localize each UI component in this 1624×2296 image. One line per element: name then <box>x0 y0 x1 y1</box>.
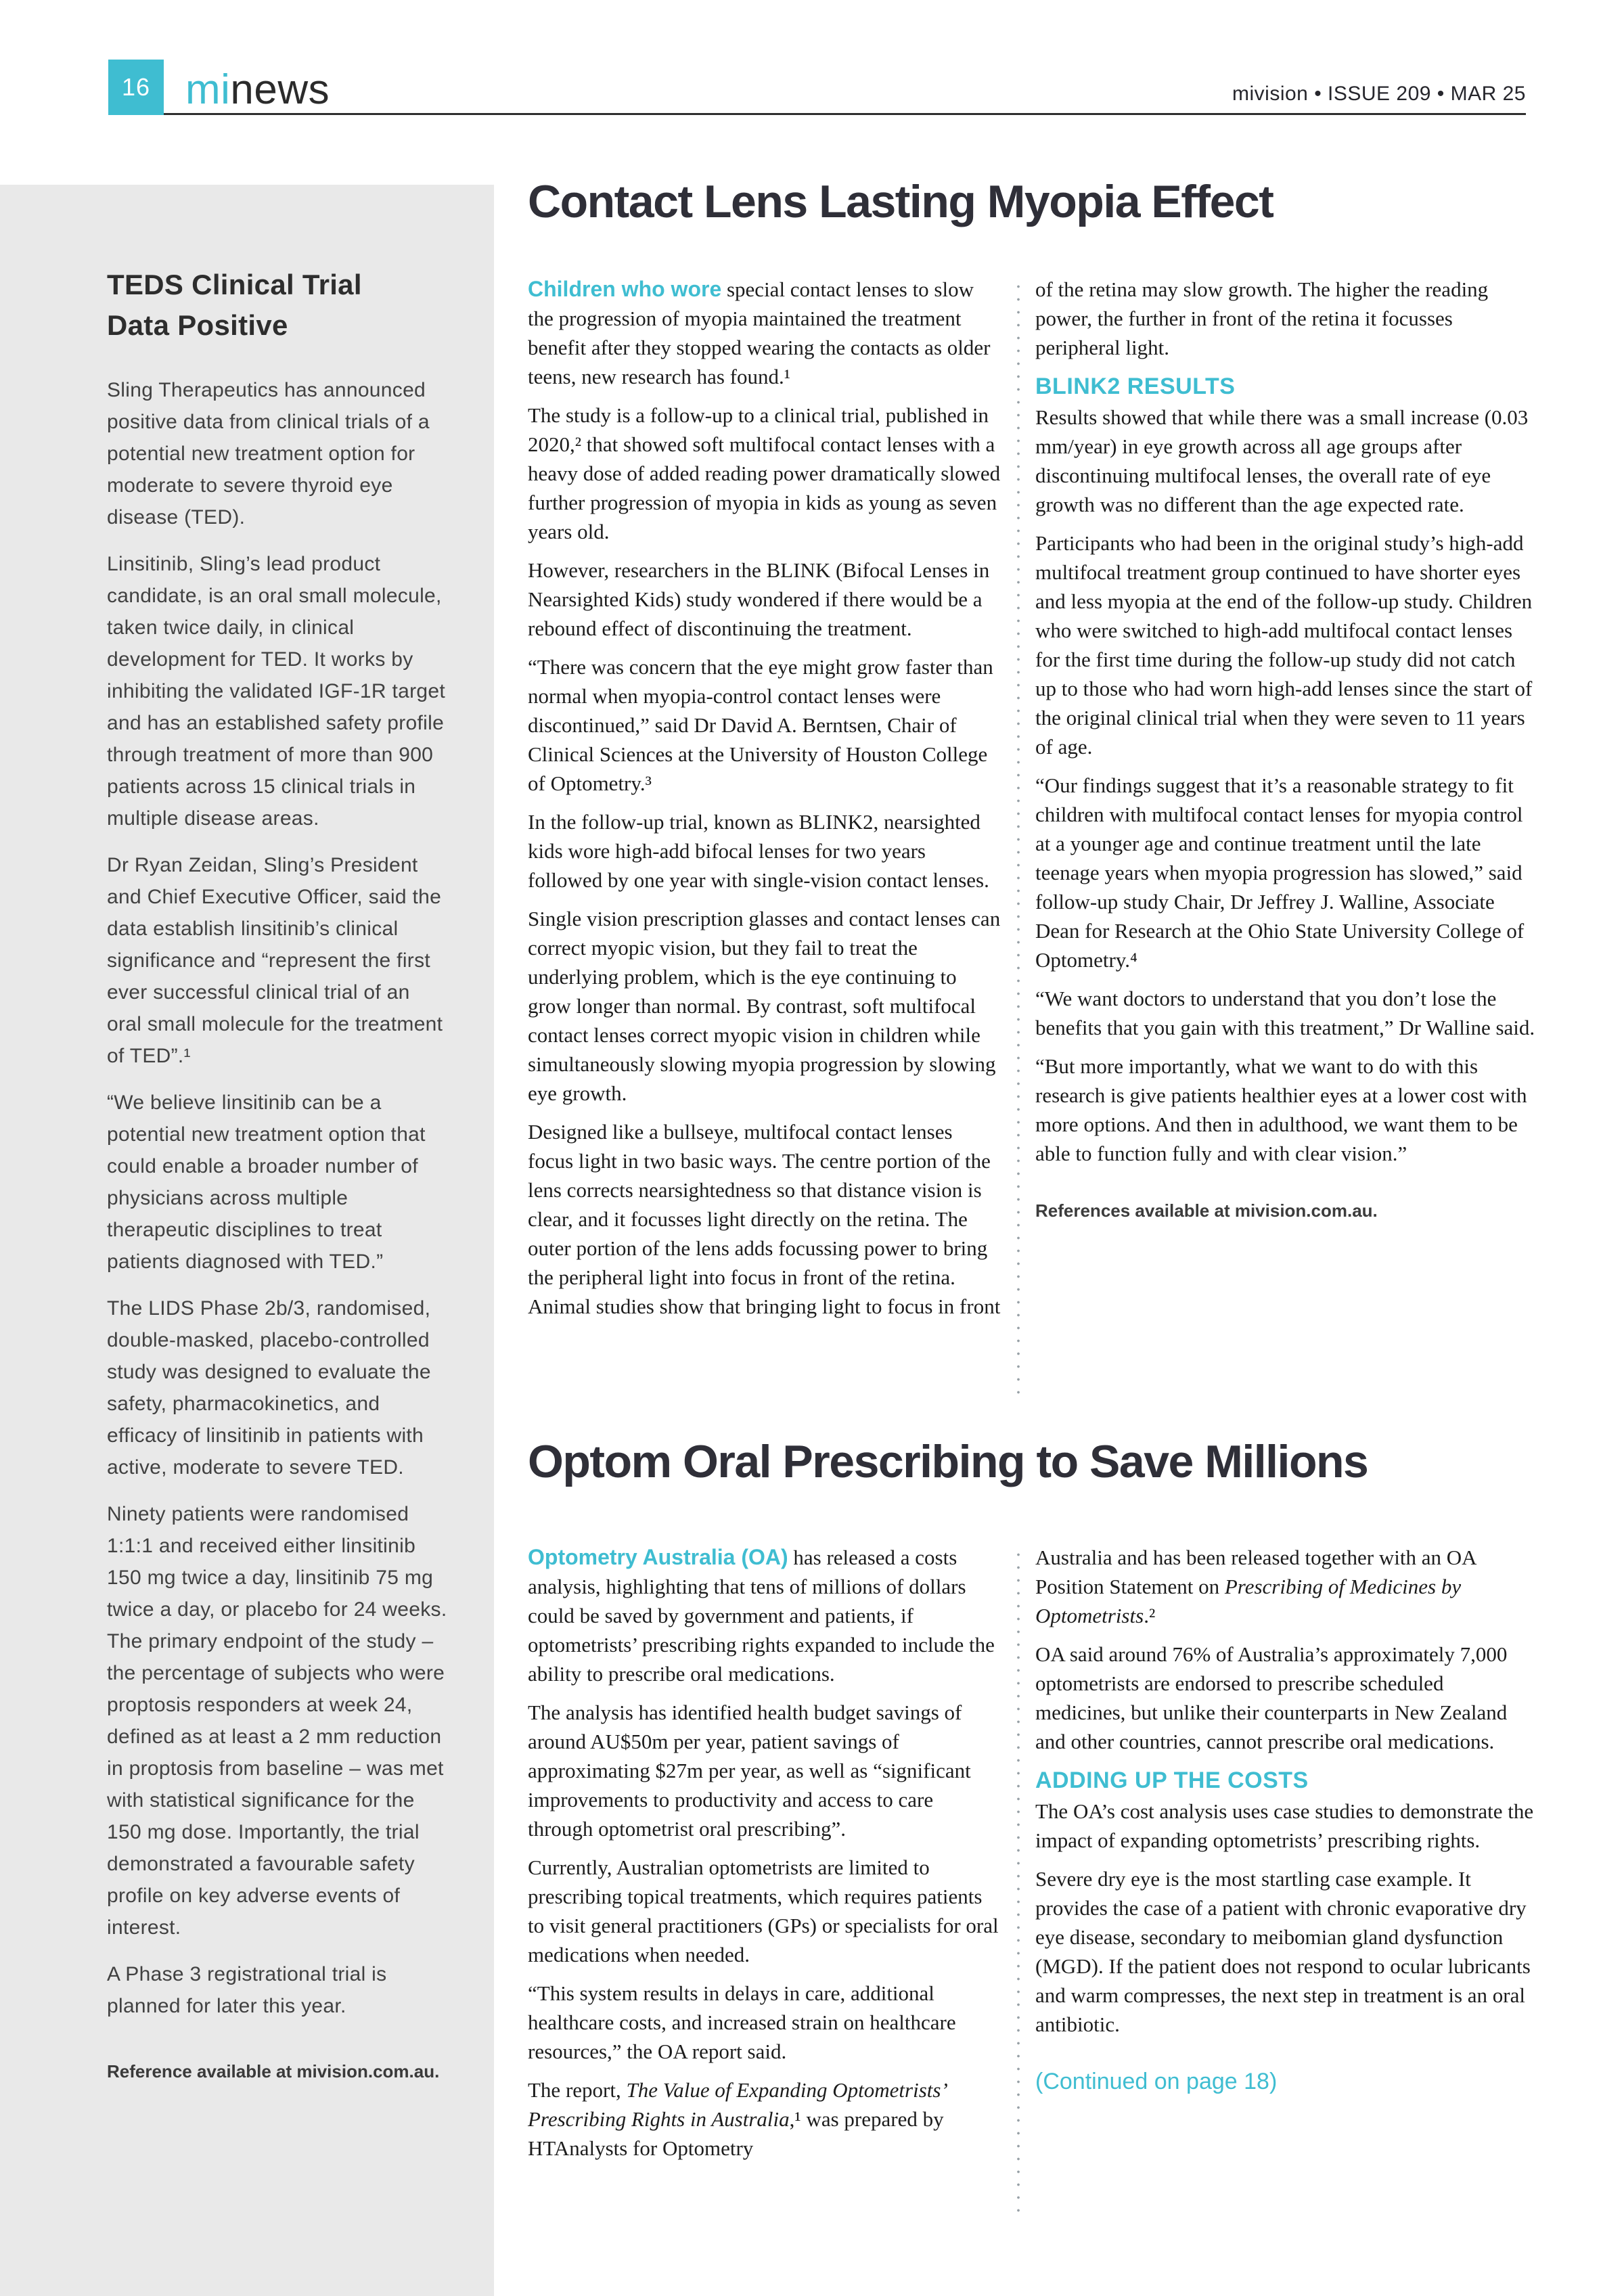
paragraph: In the follow-up trial, known as BLINK2, nearsighted kids wore high-add bifocal lenses for two years followed by one year with single-vision contact lenses. <box>528 810 989 892</box>
article-contact-lens <box>528 177 1536 1330</box>
references-note: References available at mivision.com.au. <box>1035 1200 1378 1221</box>
sidebar-article-teds <box>0 185 494 2296</box>
paragraph <box>528 2075 1001 2163</box>
page-number: 16 <box>121 73 151 101</box>
paragraph: However, researchers in the BLINK (Bifocal Lenses in Nearsighted Kids) study wondered if there would be a rebound effect of discontinuing the treatment. <box>528 558 990 640</box>
article2-column-1 <box>528 1543 1001 2172</box>
paragraph: Children who wore special contact lenses to slow the progression of myopia maintained the treatment benefit after they stopped wearing the contacts as older teens, new research has found.¹ <box>528 277 991 388</box>
paragraph: Currently, Australian optometrists are limited to prescribing topical treatments, which requires patients to visit general practitioners (GPs) or specialists for oral medications when needed. <box>528 1855 999 1966</box>
italic-run: The Value of Expanding Optometrists’ Prescribing Rights in Australia <box>528 2078 946 2131</box>
paragraph: Participants who had been in the original study’s high-add multifocal treatment group continued to have shorter eyes and less myopia at the end of the follow-up study. Children who were switched to high-add multifocal contact lenses for the first time during the follow-up study did not catch up to those who had worn high-add lenses since the start of the original clinical trial when they were seven to 11 years of age. <box>1035 531 1533 759</box>
paragraph: “This system results in delays in care, additional healthcare costs, and increased strain on healthcare resources,” the OA report said. <box>528 1981 956 2063</box>
article1-column-2 <box>1035 275 1536 1330</box>
paragraph <box>1035 1543 1536 1630</box>
paragraph: “We want doctors to understand that you don’t lose the benefits that you gain with this treatment,” Dr Walline said. <box>1035 987 1535 1039</box>
lead-in-text: Optometry Australia (OA) <box>528 1545 788 1569</box>
paragraph: The study is a follow-up to a clinical trial, published in 2020,² that showed soft multifocal contact lenses with a heavy dose of added reading power dramatically slowed further progression of myopia in kids as young as seven years old. <box>528 403 1001 543</box>
article1-title: Contact Lens Lasting Myopia Effect <box>528 176 1273 227</box>
paragraph: “But more importantly, what we want to do with this research is give patients healthier eyes at a lower cost with more options. And then in adulthood, we want them to be able to function fully and with clear vision.” <box>1035 1054 1527 1165</box>
paragraph: Results showed that while there was a small increase (0.03 mm/year) in eye growth across all age groups after discontinuing multifocal lenses, the overall rate of eye growth was no different than the age expected rate. <box>1035 405 1529 516</box>
paragraph: OA said around 76% of Australia’s approximately 7,000 optometrists are endorsed to prescribe scheduled medicines, but unlike their counterparts in New Zealand and other countries, cannot prescribe oral medications. <box>1035 1642 1508 1753</box>
paragraph: The LIDS Phase 2b/3, randomised, double-masked, placebo-controlled study was designed to evaluate the safety, pharmacokinetics, and efficacy of linsitinib in patients with active, moderate to severe TED. <box>107 1297 431 1479</box>
section-subhead: BLINK2 RESULTS <box>1035 374 1236 399</box>
sidebar-title <box>107 265 449 346</box>
article2-column-2 <box>1035 1543 1536 2172</box>
paragraph: “Our findings suggest that it’s a reasonable strategy to fit children with multifocal contact lenses for myopia control at a younger age and continue treatment until the late teenage years when myopia progression has slowed,” said follow-up study Chair, Dr Jeffrey J. Walline, Associate Dean for Research at the Ohio State University College of Optometry.⁴ <box>1035 773 1525 972</box>
article1-columns <box>528 275 1536 1330</box>
article1-column-1 <box>528 275 1001 1330</box>
article2-title: Optom Oral Prescribing to Save Millions <box>528 1436 1368 1487</box>
minews-logo <box>185 66 330 113</box>
article2-columns <box>528 1543 1536 2172</box>
text-run: Australia and has been released together with an OA Position Statement on <box>1035 1546 1476 1598</box>
issue-info: mivision • ISSUE 209 • MAR 25 <box>1232 83 1526 105</box>
paragraph: Single vision prescription glasses and contact lenses can correct myopic vision, but they fail to treat the underlying problem, which is the eye continuing to grow longer than normal. By contrast, soft multifocal contact lenses correct myopic vision in children while simultaneously slowing myopia progression by slowing eye growth. <box>528 907 1001 1105</box>
paragraph: The analysis has identified health budget savings of around AU$50m per year, patient savings of approximating $27m per year, as well as “significant improvements to productivity and access to care through optometrist oral prescribing”. <box>528 1701 971 1841</box>
paragraph: A Phase 3 registrational trial is planned for later this year. <box>107 1963 387 2017</box>
paragraph: Ninety patients were randomised 1:1:1 and received either linsitinib 150 mg twice a day, linsitinib 75 mg twice a day, or placebo for 24 weeks. The primary endpoint of the study – the percentage of subjects who were proptosis responders at week 24, defined as at least a 2 mm reduction in proptosis from baseline – was met with statistical significance for the 150 mg dose. Importantly, the trial demonstrated a favourable safety profile on key adverse events of interest. <box>107 1503 447 1939</box>
text-run: ,¹ was prepared by HTAnalysts for Optometry <box>528 2107 944 2160</box>
text-run: .² <box>1144 1604 1156 1627</box>
sidebar-body <box>107 374 449 2022</box>
italic-run: Prescribing of Medicines by Optometrists <box>1035 1575 1462 1627</box>
sidebar-title-line1: TEDS Clinical Trial <box>107 269 362 300</box>
paragraph: Severe dry eye is the most startling case example. It provides the case of a patient with chronic evaporative dry eye disease, secondary to meibomian gland dysfunction (MGD). If the patient does not respond to ocular lubricants and warm compresses, the next step in treatment is an oral antibiotic. <box>1035 1867 1531 2036</box>
lead-in-text: Children who wore <box>528 277 722 301</box>
article2-dotted-divider <box>1017 1548 1020 2215</box>
article1-dotted-divider <box>1017 280 1020 1397</box>
paragraph: of the retina may slow growth. The higher the reading power, the further in front of the retina it focusses peripheral light. <box>1035 277 1489 359</box>
logo-news: news <box>230 66 330 113</box>
paragraph: Dr Ryan Zeidan, Sling’s President and Chief Executive Officer, said the data establish linsitinib’s clinical significance and “represent the first ever successful clinical trial of an oral small molecule for the treatment of TED”.¹ <box>107 854 443 1067</box>
logo-mi: mi <box>185 66 231 113</box>
paragraph: Optometry Australia (OA) has released a costs analysis, highlighting that tens of millions of dollars could be saved by government and patients, if optometrists’ prescribing rights expanded to include the ability to prescribe oral medications. <box>528 1545 995 1686</box>
paragraph: “We believe linsitinib can be a potential new treatment option that could enable a broader number of physicians across multiple therapeutic disciplines to treat patients diagnosed with TED.” <box>107 1091 426 1273</box>
paragraph: “There was concern that the eye might grow faster than normal when myopia-control contact lenses were discontinued,” said Dr David A. Berntsen, Chair of Clinical Sciences at the University of Houston College of Optometry.³ <box>528 655 993 795</box>
article-optom-prescribing <box>528 1437 1536 2172</box>
page-number-badge <box>108 60 164 115</box>
header-rule <box>164 113 1526 115</box>
continued-note: (Continued on page 18) <box>1035 2069 1278 2094</box>
sidebar-title-line2: Data Positive <box>107 309 288 341</box>
paragraph: Linsitinib, Sling’s lead product candidate, is an oral small molecule, taken twice daily, in clinical development for TED. It works by inhibiting the validated IGF-1R target and has an established safety profile through treatment of more than 900 patients across 15 clinical trials in multiple disease areas. <box>107 553 445 830</box>
paragraph: The OA’s cost analysis uses case studies to demonstrate the impact of expanding optometrists’ prescribing rights. <box>1035 1799 1534 1852</box>
sidebar-reference-note: Reference available at mivision.com.au. <box>107 2061 440 2081</box>
paragraph: Designed like a bullseye, multifocal contact lenses focus light in two basic ways. The centre portion of the lens corrects nearsightedness so that distance vision is clear, and it focusses light directly on the retina. The outer portion of the lens adds focussing power to bring the peripheral light into focus in front of the retina. Animal studies show that bringing light to focus in front <box>528 1120 1001 1318</box>
text-run: The report, <box>528 2078 627 2102</box>
section-subhead: ADDING UP THE COSTS <box>1035 1768 1309 1793</box>
paragraph: Sling Therapeutics has announced positive data from clinical trials of a potential new treatment option for moderate to severe thyroid eye disease (TED). <box>107 379 430 528</box>
